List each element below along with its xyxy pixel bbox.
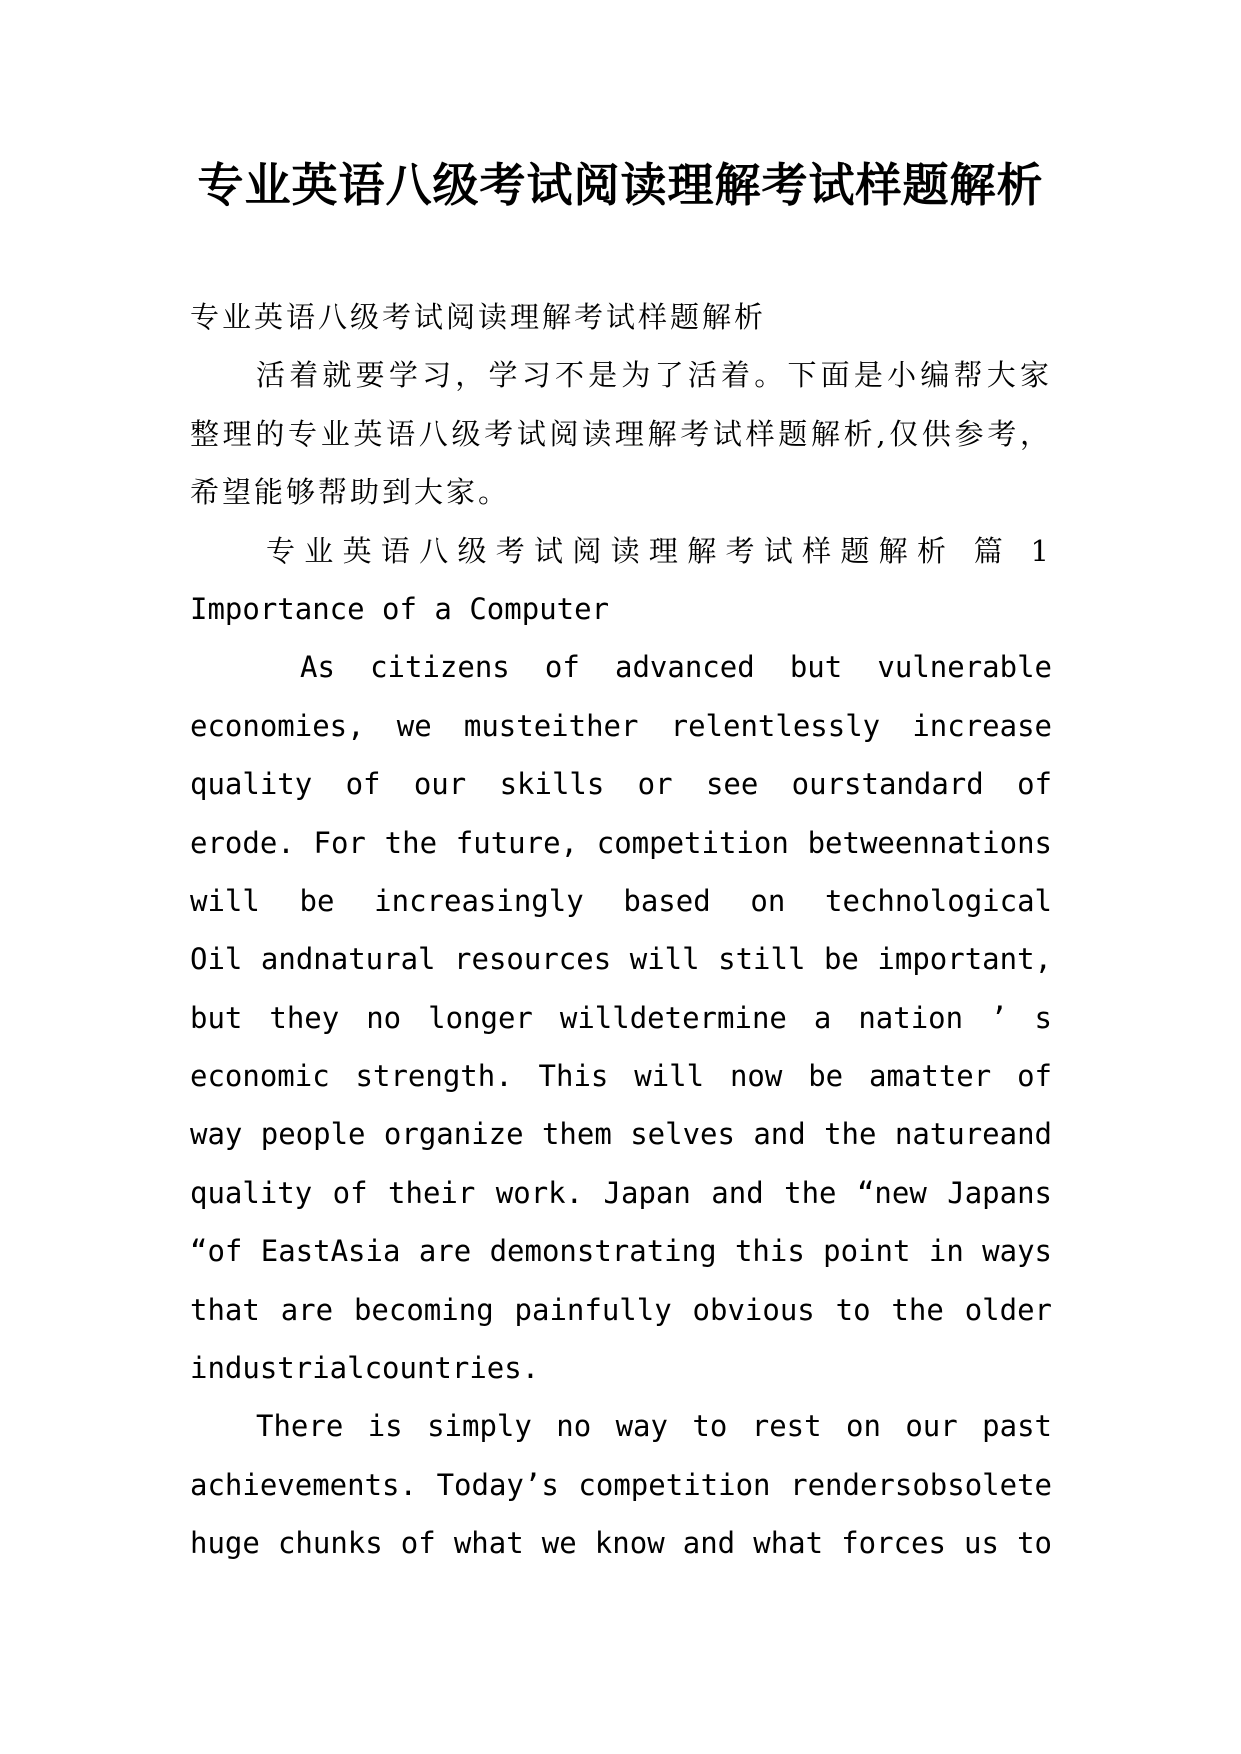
- text-line: Oil andnatural resources will still be important,: [190, 942, 1052, 977]
- text-line: way people organize them selves and the natureand: [190, 1117, 1052, 1152]
- text-line: achievements. Today’s competition rendersobsolete: [190, 1467, 1052, 1502]
- text-line: will be increasingly based on technological: [190, 883, 1052, 918]
- text-line: but they no longer willdetermine a nation ’ s: [190, 1000, 1052, 1035]
- text-line: “of EastAsia are demonstrating this point in ways: [190, 1234, 1052, 1269]
- text-line: 整理的专业英语八级考试阅读理解考试样题解析,仅供参考，: [190, 416, 1052, 451]
- text-line: 活着就要学习，学习不是为了活着。下面是小编帮大家: [256, 358, 1052, 393]
- text-line: 希望能够帮助到大家。: [190, 475, 511, 510]
- text-line: erode. For the future, competition betweennations: [190, 825, 1052, 860]
- document-title: 专业英语八级考试阅读理解考试样题解析: [197, 158, 1044, 212]
- text-line: quality of their work. Japan and the “new Japans: [190, 1175, 1052, 1210]
- text-line: economies, we musteither relentlessly increase: [190, 708, 1052, 743]
- text-line: industrialcountries.: [190, 1351, 540, 1386]
- text-line: economic strength. This will now be amatter of: [190, 1059, 1052, 1094]
- section-heading-line: 专业英语八级考试阅读理解考试样题解析 篇 1: [266, 533, 1052, 568]
- text-line: As citizens of advanced but vulnerable: [300, 650, 1052, 685]
- subtitle-line: 专业英语八级考试阅读理解考试样题解析: [190, 300, 767, 334]
- text-line: that are becoming painfully obvious to the older: [190, 1292, 1052, 1327]
- text-line: Importance of a Computer: [190, 591, 610, 626]
- text-line: quality of our skills or see ourstandard of: [190, 767, 1052, 802]
- text-line: huge chunks of what we know and what forces us to: [190, 1526, 1052, 1561]
- document-body: [190, 288, 1052, 1573]
- text-line: There is simply no way to rest on our past: [256, 1409, 1052, 1444]
